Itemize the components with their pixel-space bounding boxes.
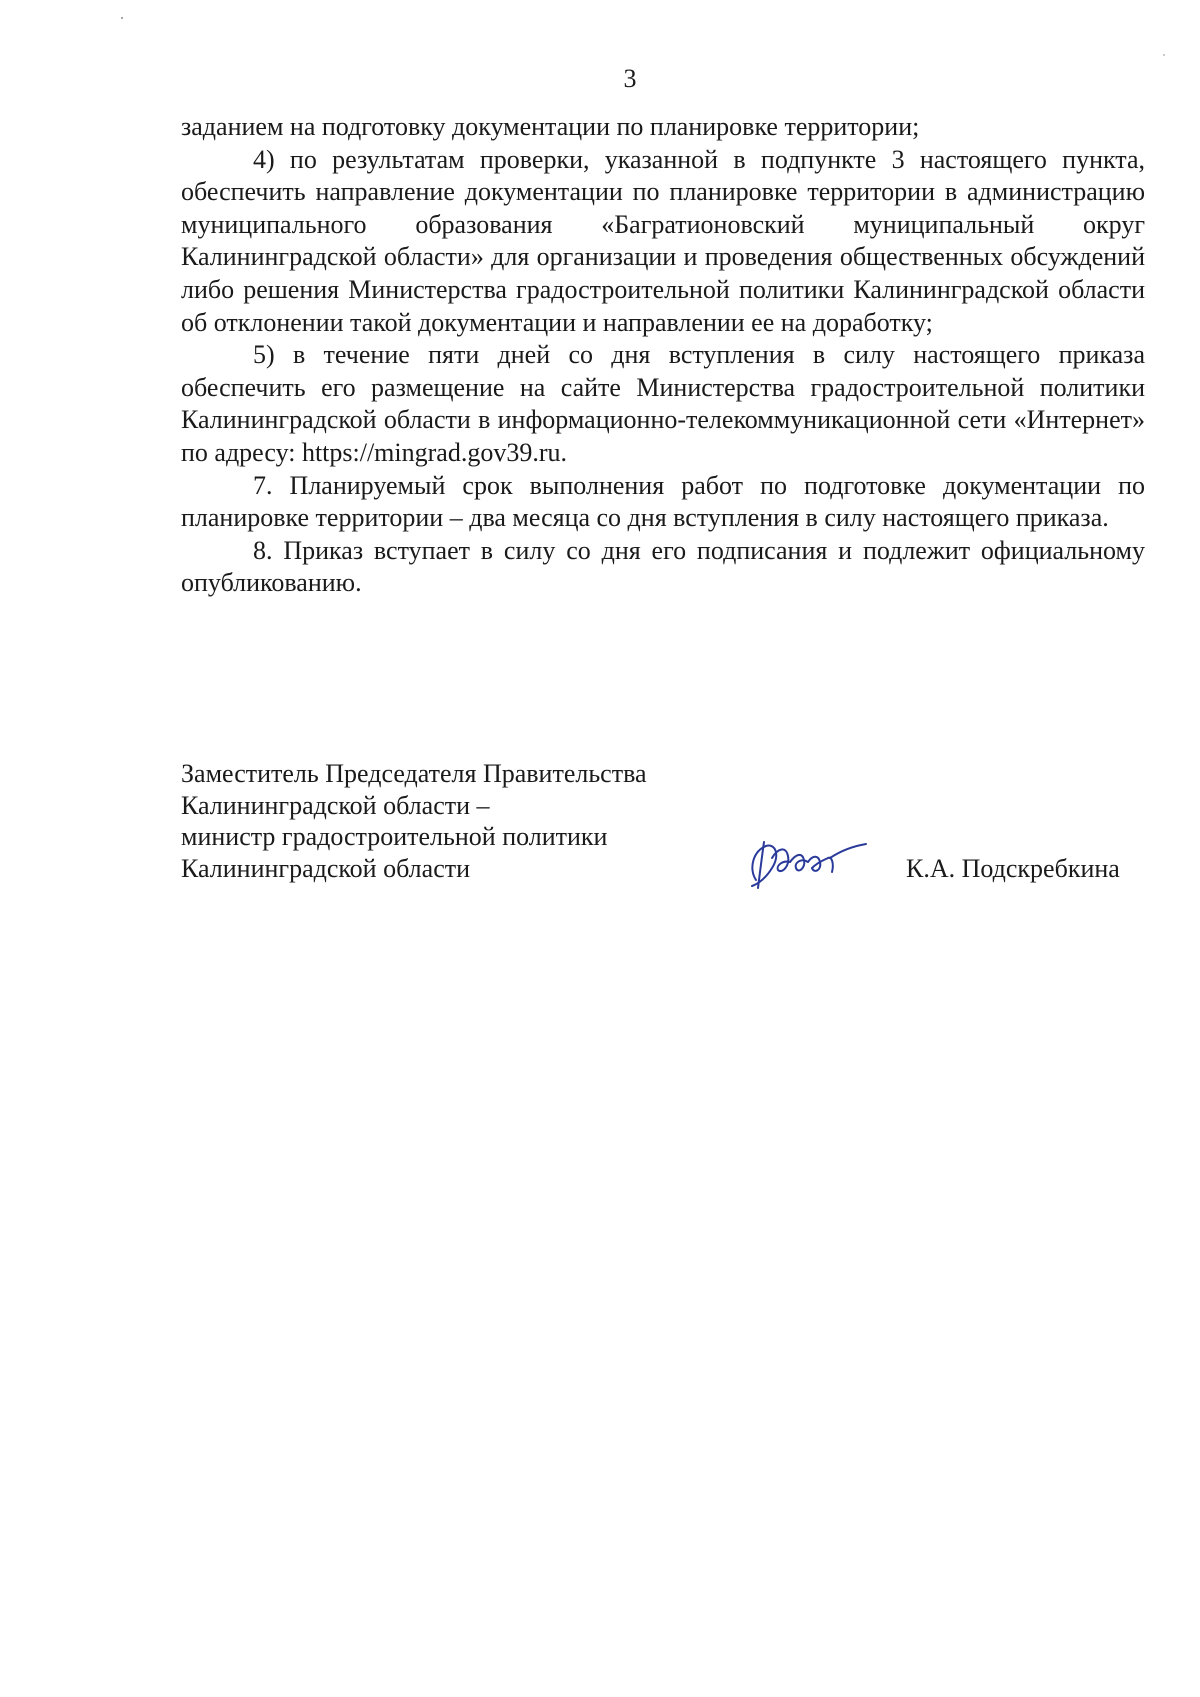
handwritten-signature (742, 828, 872, 898)
signatory-position-line: Калининградской области – (181, 790, 490, 820)
paragraph-item-5: 5) в течение пяти дней со дня вступления в силу настоящего приказа обеспечить его размещение на сайте Министерства градостроительной политики Калининградской области в информационно-телекоммуникационной сети «Интернет» по адресу: https://mingrad.gov39.ru. (181, 340, 1145, 467)
signatory-position-line: Калининградской области (181, 853, 471, 883)
paragraph-continuation: заданием на подготовку документации по планировке территории; (181, 112, 920, 141)
signatory-name: К.А. Подскребкина (906, 854, 1120, 883)
document-body (181, 111, 1145, 600)
scan-speck (1163, 54, 1165, 56)
paragraph-item-4: 4) по результатам проверки, указанной в подпункте 3 настоящего пункта, обеспечить направление документации по планировке территории в администрацию муниципального образования «Багратионовский муниципальный округ Калининградской области» для организации и проведения общественных обсуждений либо решения Министерства градостроительной политики Калининградской области об отклонении такой документации и направлении ее на доработку; (181, 144, 1145, 337)
signatory-position-line: Заместитель Председателя Правительства (181, 759, 647, 788)
signatory-position-line: министр градостроительной политики (181, 822, 608, 851)
paragraph-item-8: 8. Приказ вступает в силу со дня его подписания и подлежит официальному опубликованию. (181, 535, 1145, 598)
scan-speck (121, 17, 123, 19)
paragraph-item-7: 7. Планируемый срок выполнения работ по подготовке документации по планировке территории – два месяца со дня вступления в силу настоящего приказа. (181, 470, 1145, 533)
signatory-position (181, 758, 741, 884)
page-number: 3 (623, 64, 637, 93)
